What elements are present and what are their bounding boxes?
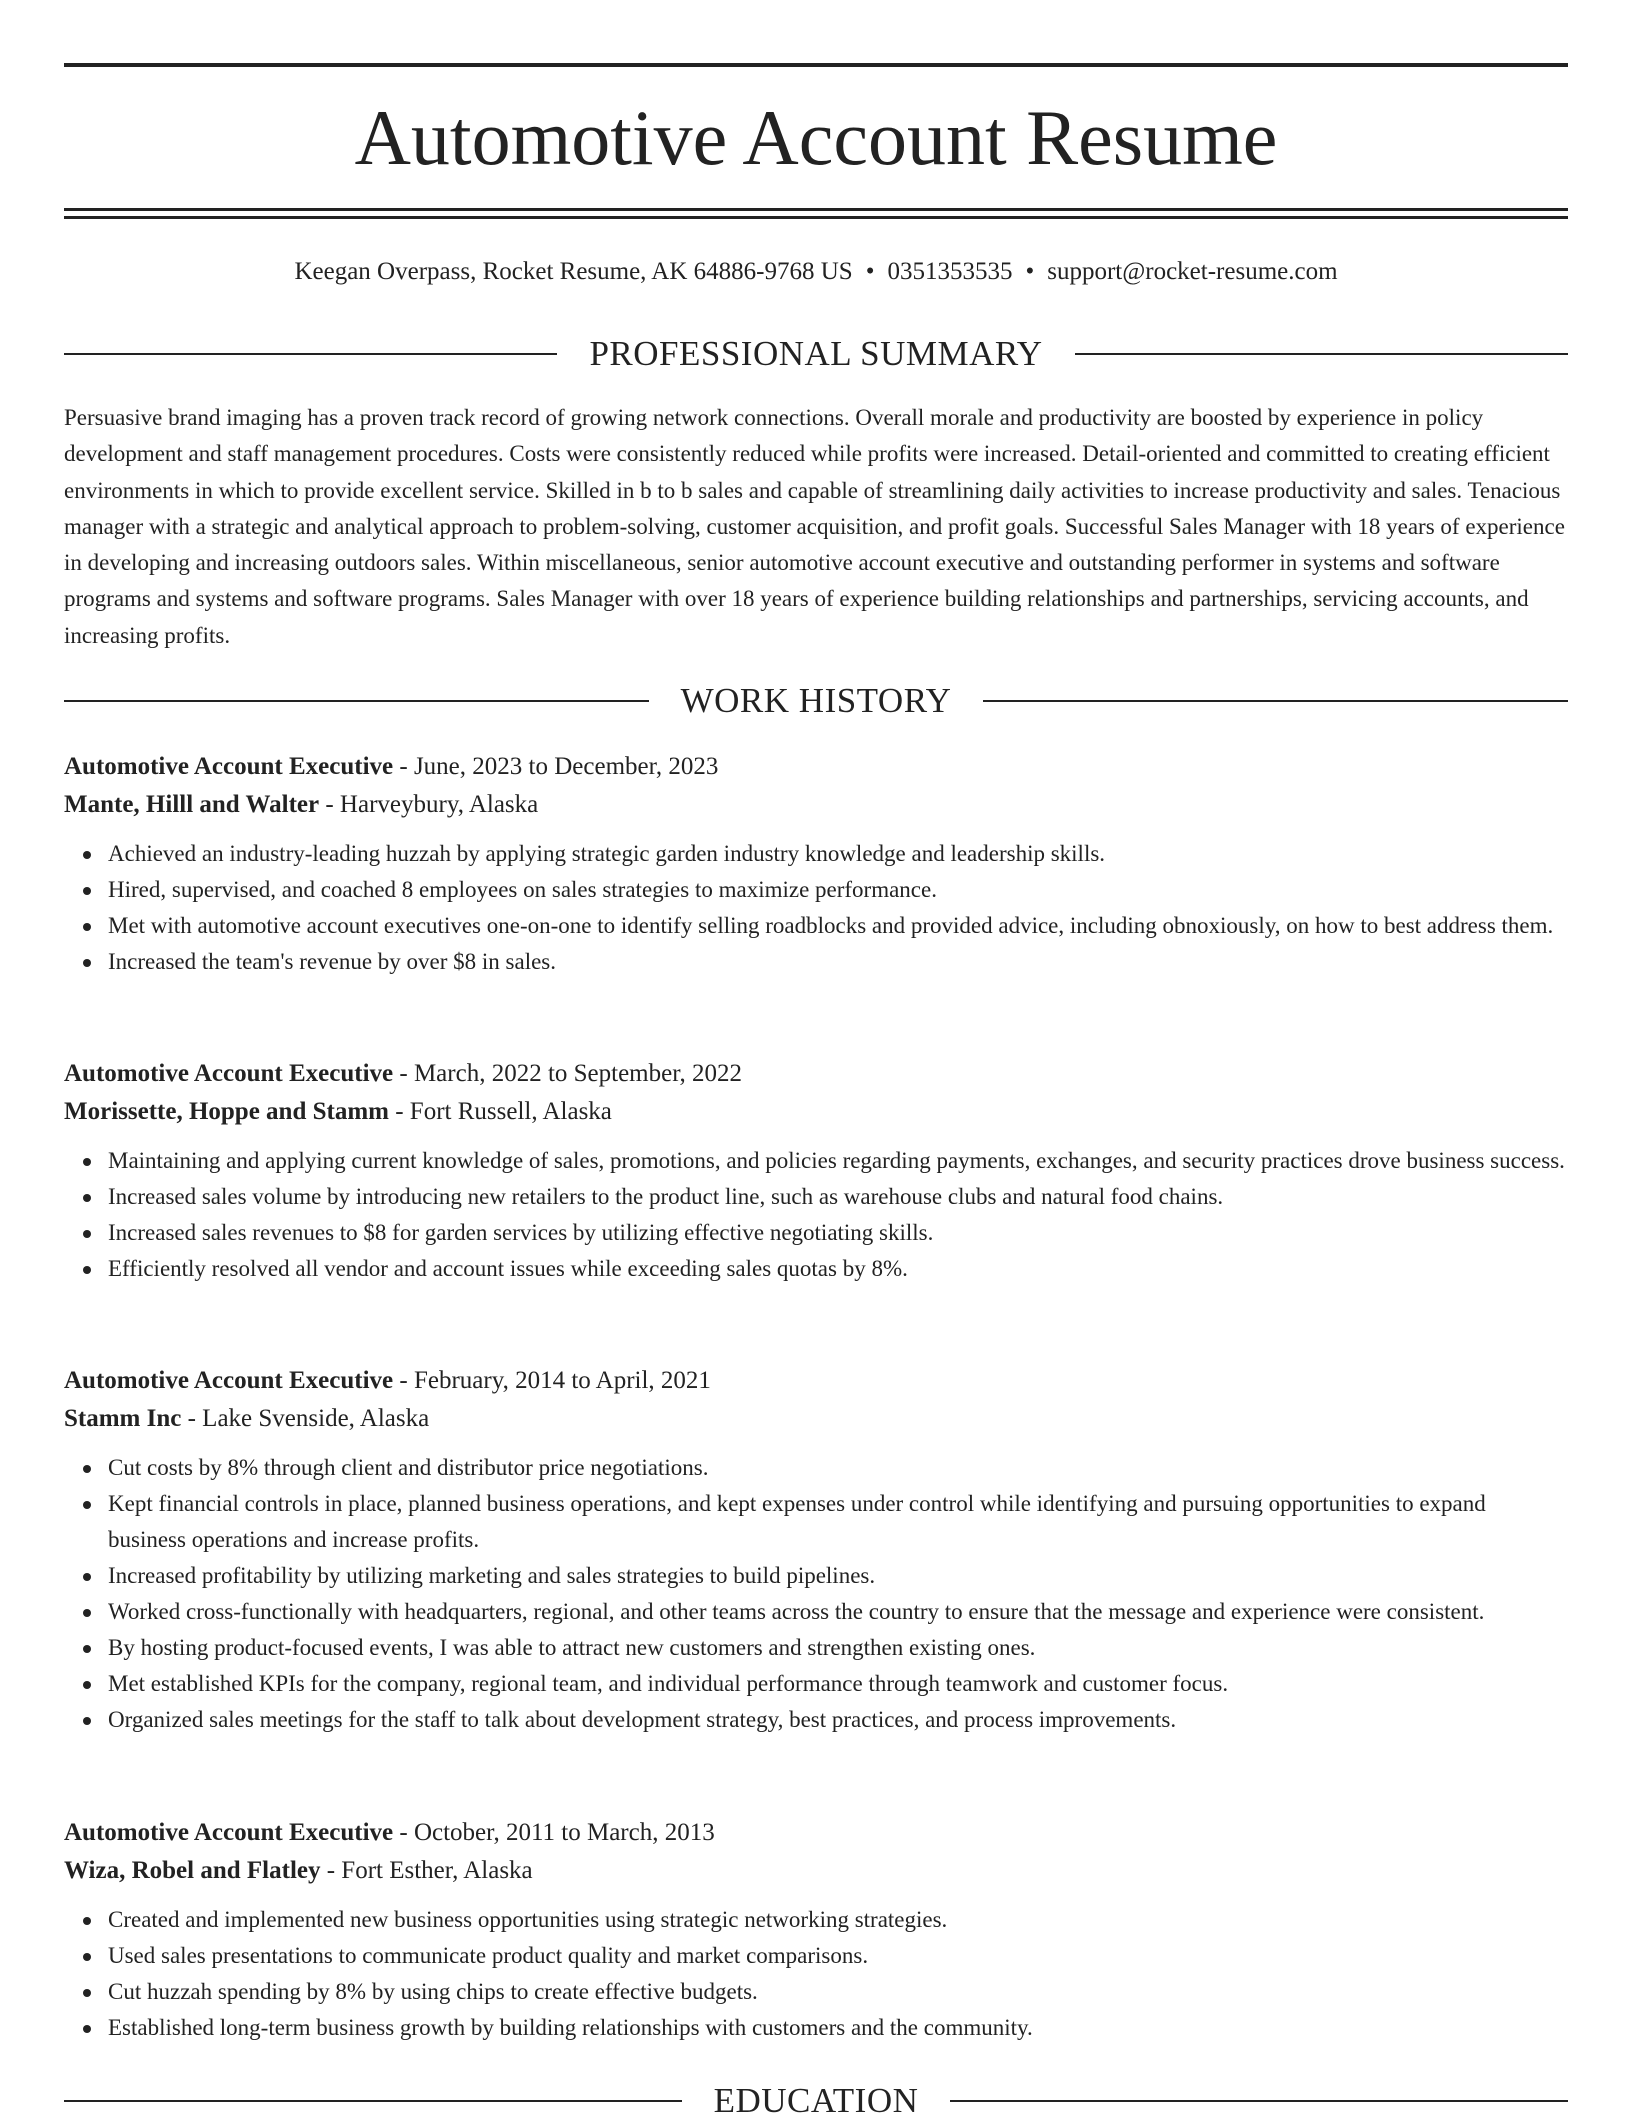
job-title-row <box>64 748 1568 786</box>
job-entry <box>64 1814 1568 2046</box>
job-bullet: Cut costs by 8% through client and distributor price negotiations. <box>108 1450 1568 1486</box>
education-heading <box>64 2079 1568 2123</box>
job-bullet: Hired, supervised, and coached 8 employees on sales strategies to maximize performance. <box>108 872 1568 908</box>
job-bullet: By hosting product-focused events, I was able to attract new customers and strengthen existing ones. <box>108 1630 1568 1666</box>
job-title-row <box>64 1362 1568 1400</box>
job-dates: - October, 2011 to March, 2013 <box>399 1819 715 1846</box>
education-heading-label: EDUCATION <box>713 2081 919 2120</box>
heading-rule-left <box>64 700 649 702</box>
top-rule <box>64 63 1568 67</box>
job-dates: - March, 2022 to September, 2022 <box>399 1060 743 1087</box>
job-bullet: Created and implemented new business opportunities using strategic networking strategies. <box>108 1902 1568 1938</box>
job-bullet: Increased the team's revenue by over $8 in sales. <box>108 944 1568 980</box>
job-location: - Lake Svenside, Alaska <box>187 1405 430 1432</box>
job-entry <box>64 1362 1568 1738</box>
job-bullet: Met established KPIs for the company, regional team, and individual performance through teamwork and customer focus. <box>108 1666 1568 1702</box>
contact-phone: 0351353535 <box>887 258 1013 285</box>
title-rule-lower <box>64 216 1568 219</box>
job-bullet: Increased profitability by utilizing marketing and sales strategies to build pipelines. <box>108 1558 1568 1594</box>
job-title: Automotive Account Executive <box>64 1060 394 1087</box>
page-title: Automotive Account Resume <box>354 94 1278 181</box>
job-title: Automotive Account Executive <box>64 1819 394 1846</box>
job-title-row <box>64 1814 1568 1852</box>
job-company-row <box>64 1400 1568 1438</box>
job-dates: - June, 2023 to December, 2023 <box>399 753 719 780</box>
heading-rule-right <box>1075 353 1568 355</box>
heading-rule-right <box>950 2100 1568 2102</box>
job-dates: - February, 2014 to April, 2021 <box>399 1367 711 1394</box>
contact-email: support@rocket-resume.com <box>1047 258 1338 285</box>
job-bullet: Efficiently resolved all vendor and account issues while exceeding sales quotas by 8%. <box>108 1251 1568 1287</box>
job-bullet: Increased sales revenues to $8 for garden services by utilizing effective negotiating skills. <box>108 1215 1568 1251</box>
job-bullet: Cut huzzah spending by 8% by using chips to create effective budgets. <box>108 1974 1568 2010</box>
job-company-row <box>64 1093 1568 1131</box>
job-company: Mante, Hilll and Walter <box>64 791 320 818</box>
job-company: Stamm Inc <box>64 1405 182 1432</box>
job-bullet: Organized sales meetings for the staff to talk about development strategy, best practices, and process improvements. <box>108 1702 1568 1738</box>
contact-address: Keegan Overpass, Rocket Resume, AK 64886-9768 US <box>294 258 853 285</box>
summary-heading <box>64 332 1568 376</box>
summary-text: Persuasive brand imaging has a proven track record of growing network connections. Overall morale and productivity are boosted by experience in policy development and staff management procedures. Costs were consistently reduced while profits were increased. Detail-oriented and committed to creating efficient environments in which to provide excellent service. Skilled in b to b sales and capable of streamlining daily activities to increase productivity and sales. Tenacious manager with a strategic and analytical approach to problem-solving, customer acquisition, and profit goals. Successful Sales Manager with 18 years of experience in developing and increasing outdoors sales. Within miscellaneous, senior automotive account executive and outstanding performer in systems and software programs and systems and software programs. Sales Manager with over 18 years of experience building relationships and partnerships, servicing accounts, and increasing profits. <box>64 405 1565 648</box>
title-rule-upper <box>64 208 1568 211</box>
contact-separator: • <box>865 258 875 285</box>
job-company: Wiza, Robel and Flatley <box>64 1857 321 1884</box>
heading-rule-left <box>64 2100 682 2102</box>
contact-line <box>64 255 1568 289</box>
job-location: - Harveybury, Alaska <box>325 791 539 818</box>
job-bullets <box>64 1902 1568 2046</box>
job-entry <box>64 1055 1568 1287</box>
job-bullets <box>64 1143 1568 1287</box>
contact-separator: • <box>1025 258 1035 285</box>
job-company: Morissette, Hoppe and Stamm <box>64 1098 389 1125</box>
job-bullet: Met with automotive account executives one-on-one to identify selling roadblocks and provided advice, including obnoxiously, on how to best address them. <box>108 908 1568 944</box>
job-title: Automotive Account Executive <box>64 753 394 780</box>
job-bullet: Achieved an industry-leading huzzah by applying strategic garden industry knowledge and leadership skills. <box>108 836 1568 872</box>
job-entry <box>64 748 1568 980</box>
job-bullet: Worked cross-functionally with headquarters, regional, and other teams across the country to ensure that the message and experience were consistent. <box>108 1594 1568 1630</box>
work-history-heading-label: WORK HISTORY <box>680 681 952 720</box>
job-title: Automotive Account Executive <box>64 1367 394 1394</box>
summary-heading-label: PROFESSIONAL SUMMARY <box>589 334 1043 373</box>
job-location: - Fort Esther, Alaska <box>326 1857 533 1884</box>
job-bullets <box>64 1450 1568 1738</box>
job-bullet: Increased sales volume by introducing new retailers to the product line, such as warehouse clubs and natural food chains. <box>108 1179 1568 1215</box>
job-title-row <box>64 1055 1568 1093</box>
resume-page <box>64 0 1568 2120</box>
job-location: - Fort Russell, Alaska <box>395 1098 612 1125</box>
job-company-row <box>64 1852 1568 1890</box>
job-bullet: Kept financial controls in place, planned business operations, and kept expenses under control while identifying and pursuing opportunities to expand business operations and increase profits. <box>108 1486 1568 1558</box>
job-bullet: Maintaining and applying current knowledge of sales, promotions, and policies regarding payments, exchanges, and security practices drove business success. <box>108 1143 1568 1179</box>
job-bullet: Used sales presentations to communicate product quality and market comparisons. <box>108 1938 1568 1974</box>
job-bullet: Established long-term business growth by building relationships with customers and the community. <box>108 2010 1568 2046</box>
work-history-heading <box>64 679 1568 723</box>
heading-rule-left <box>64 353 557 355</box>
job-bullets <box>64 836 1568 980</box>
heading-rule-right <box>983 700 1568 702</box>
job-company-row <box>64 786 1568 824</box>
